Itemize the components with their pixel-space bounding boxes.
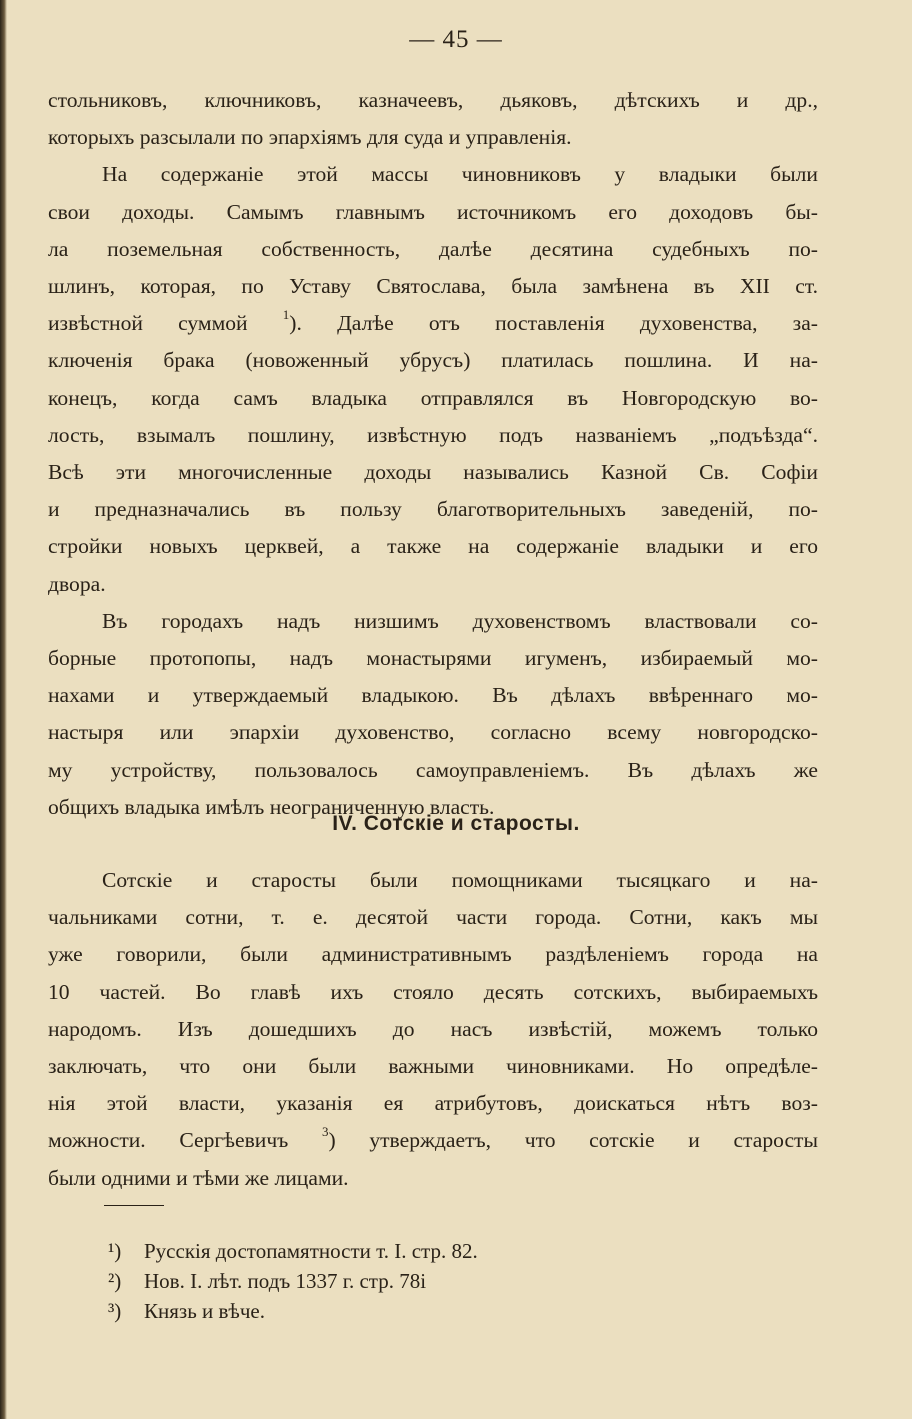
text-line: общихъ владыка имѣлъ неограниченную власть. xyxy=(48,794,495,819)
paragraph-4 xyxy=(48,862,818,1197)
text-line: нахами и утверждаемый владыкою. Въ дѣлахъ ввѣреннаго мо- xyxy=(48,683,818,708)
footnote-item xyxy=(108,1296,708,1326)
paragraph-3 xyxy=(48,603,818,826)
footnote-mark: ³) xyxy=(108,1299,122,1323)
footnote-item xyxy=(108,1266,708,1296)
body-text-upper xyxy=(48,82,818,826)
text-line: заключать, что они были важными чиновниками. Но опредѣле- xyxy=(48,1054,818,1079)
text-line: 10 частей. Во главѣ ихъ стояло десять сотскихъ, выбираемыхъ xyxy=(48,979,818,1004)
paragraph-1 xyxy=(48,82,818,156)
book-spine-edge xyxy=(0,0,7,1419)
text-line: народомъ. Изъ дошедшихъ до насъ извѣстій, можемъ только xyxy=(48,1016,818,1041)
text-fragment: ) утверждаетъ, что сотскіе и старосты xyxy=(328,1128,818,1153)
text-fragment: ). Далѣе отъ поставленія духовенства, за- xyxy=(289,311,818,336)
text-line: борные протопопы, надъ монастырями игуменъ, избираемый мо- xyxy=(48,646,818,671)
text-line: шлинъ, которая, по Уставу Святослава, была замѣнена въ XII ст. xyxy=(48,274,818,299)
text-line: чальниками сотни, т. е. десятой части города. Сотни, какъ мы xyxy=(48,905,818,930)
footnote-mark: ¹) xyxy=(108,1239,122,1263)
footnote-text: Русскія достопамятности т. I. стр. 82. xyxy=(144,1239,478,1263)
text-line: двора. xyxy=(48,571,106,596)
paragraph-2 xyxy=(48,156,818,602)
text-line: стольниковъ, ключниковъ, казначеевъ, дьяковъ, дѣтскихъ и др., xyxy=(48,88,818,112)
text-line: настыря или эпархіи духовенство, согласно всему новгородско- xyxy=(48,720,818,745)
body-text-lower xyxy=(48,862,818,1197)
text-line: и предназначались въ пользу благотворительныхъ заведеній, по- xyxy=(48,497,818,522)
text-line: ключенія брака (новоженный убрусъ) платилась пошлина. И на- xyxy=(48,348,818,373)
footnote-ref-3: 3 xyxy=(321,1124,329,1140)
text-line: были одними и тѣми же лицами. xyxy=(48,1165,349,1190)
text-fragment: извѣстной суммой xyxy=(48,311,248,336)
text-line: Сотскіе и старосты были помощниками тысяцкаго и на- xyxy=(102,868,818,892)
text-line: конецъ, когда самъ владыка отправлялся въ Новгородскую во- xyxy=(48,385,818,410)
text-line: которыхъ разсылали по эпархіямъ для суда и управленія. xyxy=(48,125,572,150)
text-line: лость, взымалъ пошлину, извѣстную подъ названіемъ „подъѣзда“. xyxy=(48,422,818,447)
text-line: Всѣ эти многочисленные доходы назывались Казной Св. Софіи xyxy=(48,460,818,485)
footnote-item xyxy=(108,1236,708,1266)
text-line: му устройству, пользовалось самоуправленіемъ. Въ дѣлахъ же xyxy=(48,757,818,782)
text-line: уже говорили, были административнымъ раздѣленіемъ города на xyxy=(48,942,818,967)
text-line: ла поземельная собственность, далѣе десятина судебныхъ по- xyxy=(48,236,818,261)
section-heading: IV. Сотскіе и старосты. xyxy=(332,812,580,835)
text-line-with-footnote xyxy=(48,305,818,342)
footnote-text: Князь и вѣче. xyxy=(144,1299,265,1323)
footnote-separator xyxy=(104,1205,164,1206)
text-line: нія этой власти, указанія ея атрибутовъ, доискаться нѣтъ воз- xyxy=(48,1091,818,1116)
text-line-with-footnote xyxy=(48,1122,818,1159)
text-line: На содержаніе этой массы чиновниковъ у владыки были xyxy=(102,162,818,187)
text-line: стройки новыхъ церквей, а также на содержаніе владыки и его xyxy=(48,534,818,559)
footnote-ref-1: 1 xyxy=(282,307,290,323)
page-number: — 45 — xyxy=(409,26,503,53)
text-fragment: можности. Сергѣевичъ xyxy=(48,1128,289,1153)
footnotes xyxy=(108,1236,708,1326)
footnote-text: Нов. I. лѣт. подъ 1337 г. стр. 78і xyxy=(144,1269,427,1293)
text-line: Въ городахъ надъ низшимъ духовенствомъ властвовали со- xyxy=(102,608,818,633)
text-line: свои доходы. Самымъ главнымъ источникомъ его доходовъ бы- xyxy=(48,199,818,224)
footnote-mark: ²) xyxy=(108,1269,122,1293)
